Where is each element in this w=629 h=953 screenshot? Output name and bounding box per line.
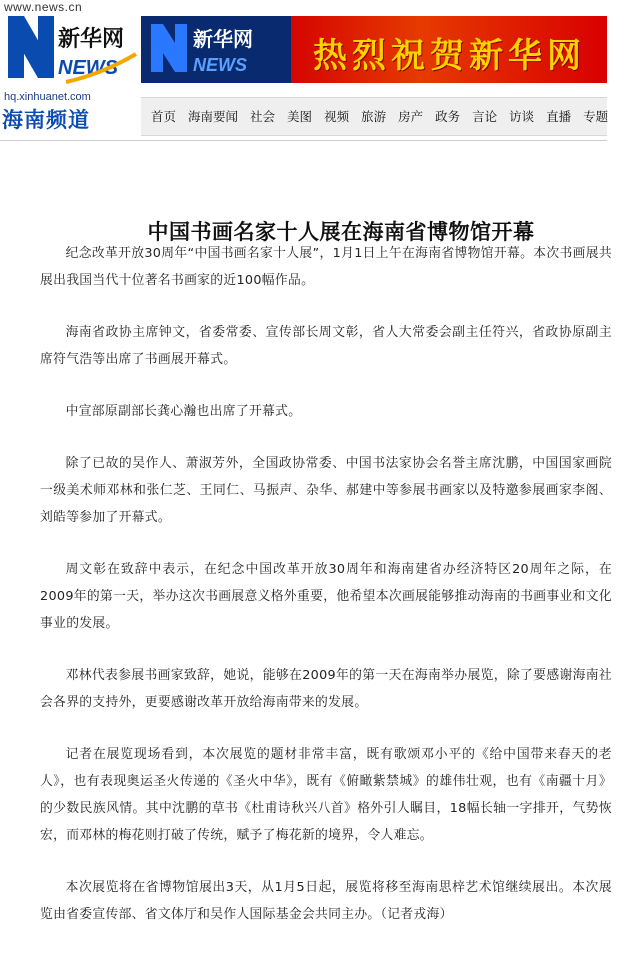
nav-item[interactable]: 旅游 (361, 109, 387, 124)
nav-item[interactable]: 专题 (583, 109, 609, 124)
nav-item[interactable]: 言论 (472, 109, 498, 124)
nav-item[interactable]: 美图 (287, 109, 313, 124)
page-header (0, 0, 629, 142)
svg-text:NEWS: NEWS (58, 57, 118, 79)
header-divider (0, 140, 607, 141)
banner-logo (141, 16, 291, 83)
article-paragraph: 记者在展览现场看到，本次展览的题材非常丰富，既有歌颂邓小平的《给中国带来春天的老人》，也有表现奥运圣火传递的《圣火中华》，既有《俯瞰紫禁城》的雄伟壮观，也有《南疆十月》的少数民族风情。其中沈鹏的草书《杜甫诗秋兴八首》格外引人瞩目，18幅长轴一字排开，气势恢宏，而邓林的梅花则打破了传统，赋予了梅花新的境界，令人难忘。 (40, 747, 612, 843)
nav-item[interactable]: 直播 (546, 109, 572, 124)
article-paragraph: 海南省政协主席钟文，省委常委、宣传部长周文彰，省人大常委会副主任符兴，省政协原副主席符气浩等出席了书画展开幕式。 (40, 325, 612, 367)
article-title: 中国书画名家十人展在海南省博物馆开幕 (147, 220, 535, 245)
nav-item[interactable]: 访谈 (509, 109, 535, 124)
nav-item[interactable]: 房产 (398, 109, 424, 124)
svg-text:NEWS: NEWS (193, 55, 247, 75)
nav-item[interactable]: 政务 (435, 109, 461, 124)
xinhua-news-logo (2, 16, 138, 92)
article-body (40, 240, 612, 953)
article-paragraph: 周文彰在致辞中表示，在纪念中国改革开放30周年和海南建省办经济特区20周年之际，在2009年的第一天，举办这次书画展意义格外重要，他希望本次画展能够推动海南的书画事业和文化事业的发展。 (40, 562, 612, 631)
article-paragraph: 邓林代表参展书画家致辞，她说，能够在2009年的第一天在海南举办展览，除了要感谢海南社会各界的支持外，更要感谢改革开放给海南带来的发展。 (40, 668, 612, 710)
svg-text:新华网: 新华网 (193, 27, 253, 51)
site-logo[interactable] (0, 0, 140, 142)
nav-item[interactable]: 首页 (151, 109, 177, 124)
nav-item[interactable]: 海南要闻 (188, 109, 239, 124)
nav-item[interactable]: 视频 (324, 109, 350, 124)
article-paragraph: 除了已故的吴作人、萧淑芳外，全国政协常委、中国书法家协会名誉主席沈鹏，中国国家画院一级美术师邓林和张仁芝、王同仁、马振声、杂华、郝建中等参展书画家以及特邀参展画家李阁、刘皓等参加了开幕式。 (40, 456, 612, 525)
article-paragraph: 本次展览将在省博物馆展出3天，从1月5日起，展览将移至海南思梓艺术馆继续展出。本次展览由省委宣传部、省文体厅和吴作人国际基金会共同主办。（记者戎海） (40, 880, 612, 922)
banner-ad[interactable] (141, 16, 607, 83)
site-url[interactable]: www.news.cn (4, 0, 83, 14)
banner-slogan: 热烈祝贺新华网 (313, 36, 586, 76)
channel-name: 海南频道 (2, 108, 90, 132)
channel-nav (141, 97, 607, 136)
article-paragraph: 纪念改革开放30周年“中国书画名家十人展”，1月1日上午在海南省博物馆开幕。本次书画展共展出我国当代十位著名书画家的近100幅作品。 (40, 246, 612, 288)
svg-text:新华网: 新华网 (58, 27, 125, 52)
channel-domain[interactable]: hq.xinhuanet.com (4, 91, 91, 103)
nav-item[interactable]: 社会 (250, 109, 276, 124)
article-paragraph: 中宣部原副部长龚心瀚也出席了开幕式。 (65, 404, 302, 419)
